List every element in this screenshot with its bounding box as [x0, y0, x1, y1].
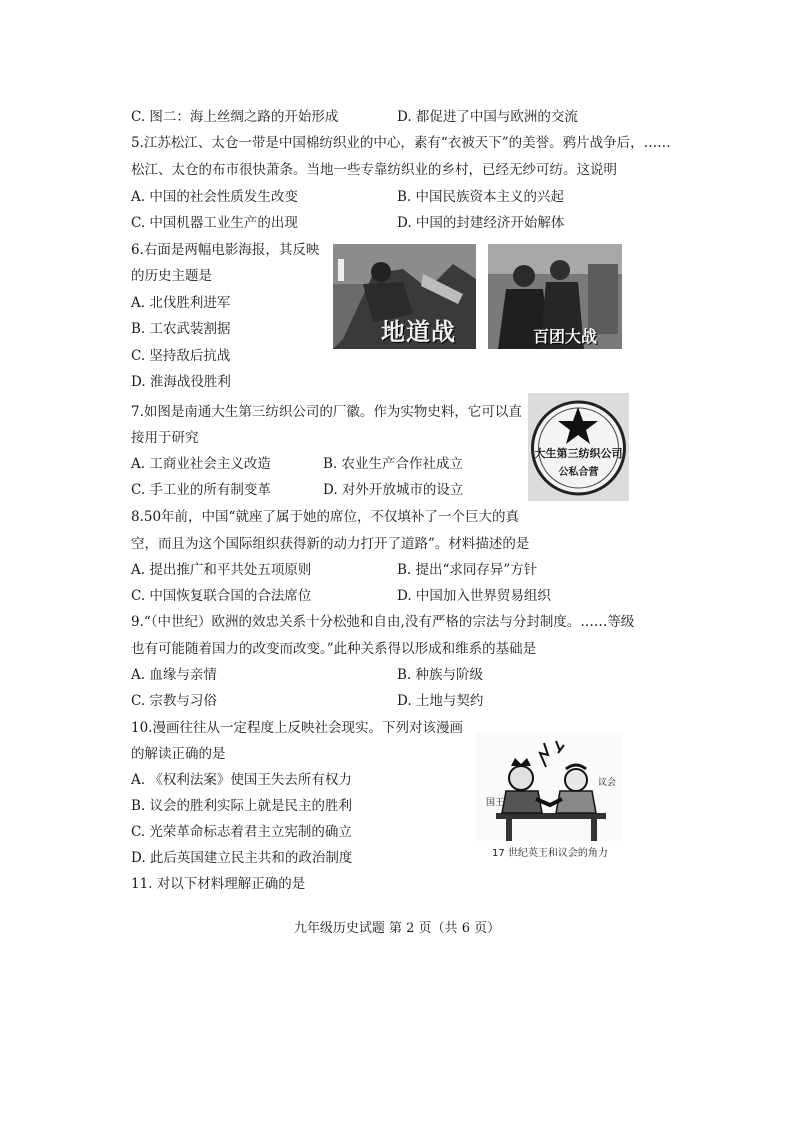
q7-option-d: D. 对外开放城市的设立: [323, 482, 464, 498]
q9-stem-line-2: 也有可能随着国力的改变而改变。”此种关系得以形成和维系的基础是: [131, 641, 537, 657]
q10-option-d: D. 此后英国建立民主共和的政治制度: [131, 850, 353, 866]
q9-stem-line-1: 9.“（中世纪）欧洲的效忠关系十分松弛和自由,没有严格的宗法与分封制度。……等级: [131, 614, 635, 630]
q10-option-b: B. 议会的胜利实际上就是民主的胜利: [131, 798, 353, 814]
q10-option-c: C. 光荣革命标志着君主立宪制的确立: [131, 824, 352, 840]
cartoon-caption: 17 世纪英王和议会的角力: [492, 848, 608, 859]
poster-2-title: 百团大战: [533, 327, 598, 346]
q6-option-a: A. 北伐胜利进军: [131, 295, 231, 311]
cartoon-artwork: [476, 733, 622, 841]
q4-option-d: D. 都促进了中国与欧洲的交流: [397, 109, 578, 125]
emblem-line-2: 公私合营: [558, 467, 599, 478]
q5-option-c: C. 中国机器工业生产的出现: [131, 215, 298, 231]
q8-option-d: D. 中国加入世界贸易组织: [397, 588, 551, 604]
q7-option-c: C. 手工业的所有制变革: [131, 482, 271, 498]
q9-option-d: D. 土地与契约: [397, 693, 484, 709]
q5-option-b: B. 中国民族资本主义的兴起: [397, 189, 565, 205]
movie-poster-tunnel-warfare: [333, 244, 476, 349]
q9-option-a: A. 血缘与亲情: [131, 667, 217, 683]
q6-stem-line-2: 的历史主题是: [131, 268, 212, 284]
q9-option-b: B. 种族与阶级: [397, 667, 484, 683]
q7-option-b: B. 农业生产合作社成立: [323, 456, 464, 472]
q8-stem-line-2: 空，而且为这个国际组织获得新的动力打开了道路”。材料描述的是: [131, 536, 530, 552]
q10-option-a: A. 《权利法案》使国王失去所有权力: [131, 772, 352, 788]
cartoon-label-king: 国王: [486, 798, 505, 808]
factory-emblem-image: [528, 393, 629, 501]
q11-stem-line-1: 11. 对以下材料理解正确的是: [131, 876, 306, 892]
q5-stem-line-2: 松江、太仓的布市很快萧条。当地一些专靠纺织业的乡村，已经无纱可纺。这说明: [131, 162, 617, 178]
q10-stem-line-1: 10.漫画往往从一定程度上反映社会现实。下列对该漫画: [131, 720, 463, 736]
q8-option-a: A. 提出推广和平共处五项原则: [131, 562, 312, 578]
q5-option-a: A. 中国的社会性质发生改变: [131, 189, 298, 205]
q10-stem-line-2: 的解读正确的是: [131, 746, 226, 762]
q7-stem-line-2: 接用于研究: [131, 430, 199, 446]
q6-option-d: D. 淮海战役胜利: [131, 374, 231, 390]
factory-emblem-artwork: [528, 393, 629, 501]
q6-stem-line-1: 6.右面是两幅电影海报，其反映: [131, 242, 320, 258]
cartoon-label-parliament: 议会: [598, 778, 617, 788]
q9-option-c: C. 宗教与习俗: [131, 693, 217, 709]
q8-option-c: C. 中国恢复联合国的合法席位: [131, 588, 312, 604]
poster-1-title: 地道战: [381, 318, 456, 346]
q5-stem-line-1: 5.江苏松江、太仓一带是中国棉纺织业的中心，素有“衣被天下”的美誉。鸦片战争后，……: [131, 135, 671, 151]
emblem-line-1: 大生第三纺织公司: [534, 447, 623, 460]
q6-option-c: C. 坚持敌后抗战: [131, 348, 231, 364]
cartoon-king-vs-parliament: [476, 733, 622, 859]
page-footer: 九年级历史试题 第 2 页（共 6 页）: [293, 921, 501, 936]
q4-option-c: C. 图二：海上丝绸之路的开始形成: [131, 109, 339, 125]
q6-option-b: B. 工农武装割据: [131, 321, 231, 337]
q7-option-a: A. 工商业社会主义改造: [131, 456, 271, 472]
movie-poster-hundred-regiments: [488, 244, 622, 349]
q8-stem-line-1: 8.50年前，中国“就座了属于她的席位，不仅填补了一个巨大的真: [131, 509, 519, 525]
q7-stem-line-1: 7.如图是南通大生第三纺织公司的厂徽。作为实物史料，它可以直: [131, 404, 522, 420]
q5-option-d: D. 中国的封建经济开始解体: [397, 215, 565, 231]
q8-option-b: B. 提出“求同存异”方针: [397, 562, 538, 578]
